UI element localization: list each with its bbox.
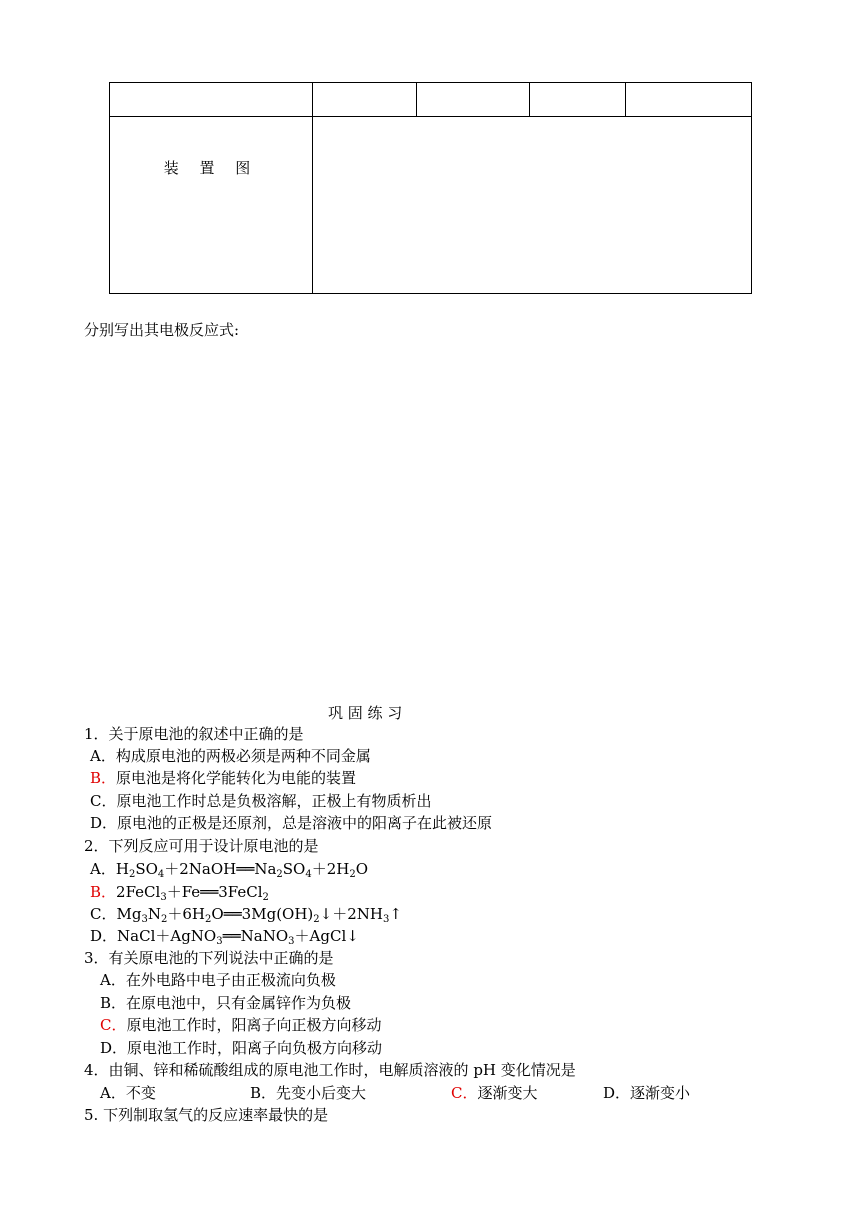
formula-part: ＋AgCl↓ xyxy=(294,927,359,945)
question-3-option-c xyxy=(100,1015,382,1035)
formula-part: ══NaNO xyxy=(222,927,289,945)
formula-subscript: 2 xyxy=(160,914,168,925)
formula-subscript: 2 xyxy=(276,869,283,880)
option-letter: C． xyxy=(90,905,117,923)
formula-part: ↓＋2NH xyxy=(319,905,383,923)
question-1-option-c xyxy=(90,791,432,811)
question-1-option-d xyxy=(90,813,492,833)
question-4-stem: 4．由铜、锌和稀硫酸组成的原电池工作时，电解质溶液的 pH 变化情况是 xyxy=(84,1061,576,1079)
question-2-option-c xyxy=(90,904,402,924)
formula-subscript: 4 xyxy=(157,869,165,880)
option-text: 在外电路中电子由正极流向负极 xyxy=(125,971,336,989)
question-4-option-d xyxy=(603,1083,690,1103)
option-text: 原电池工作时总是负极溶解，正极上有物质析出 xyxy=(116,792,432,810)
question-2-option-d xyxy=(90,926,359,946)
formula-part: ＋Fe══3FeCl xyxy=(166,883,263,901)
formula-part: O══3Mg(OH) xyxy=(211,905,314,923)
answer-letter: B． xyxy=(90,769,117,787)
question-1-option-a xyxy=(90,746,371,766)
table-cell xyxy=(417,83,530,117)
formula-subscript: 3 xyxy=(141,914,148,925)
table-cell xyxy=(110,83,313,117)
option-letter: B． xyxy=(250,1084,277,1102)
question-3-stem: 3．有关原电池的下列说法中正确的是 xyxy=(84,949,334,967)
answer-letter: C． xyxy=(100,1016,127,1034)
question-4-option-a xyxy=(100,1083,156,1103)
formula-subscript: 2 xyxy=(349,869,356,880)
formula-part: NaCl＋AgNO xyxy=(117,927,217,945)
option-text: 逐渐变大 xyxy=(477,1084,538,1102)
table-cell xyxy=(313,83,417,117)
question-1-stem: 1．关于原电池的叙述中正确的是 xyxy=(84,725,304,743)
formula-subscript: 2 xyxy=(262,892,269,903)
device-diagram-area xyxy=(313,117,752,294)
formula-subscript: 4 xyxy=(305,869,312,880)
option-text: 原电池工作时，阳离子向负极方向移动 xyxy=(127,1039,383,1057)
formula-part: ＋2H xyxy=(311,860,350,878)
formula-part: N xyxy=(147,905,161,923)
formula-part: Mg xyxy=(116,905,142,923)
formula-part: SO xyxy=(135,860,158,878)
option-letter: D． xyxy=(100,1039,128,1057)
question-5-stem: 5. 下列制取氢气的反应速率最快的是 xyxy=(84,1106,329,1124)
section-title: 巩 固 练 习 xyxy=(328,704,403,722)
formula-part: H xyxy=(115,860,129,878)
formula-subscript: 3 xyxy=(160,892,167,903)
option-letter: D． xyxy=(90,927,118,945)
answer-letter: C． xyxy=(451,1084,478,1102)
option-letter: A． xyxy=(100,971,126,989)
question-2-option-a xyxy=(90,859,368,879)
option-text: 构成原电池的两极必须是两种不同金属 xyxy=(115,747,371,765)
question-4-option-b xyxy=(250,1083,366,1103)
question-3-option-a xyxy=(100,970,336,990)
table-cell xyxy=(626,83,752,117)
formula-subscript: 2 xyxy=(128,869,136,880)
option-text: 原电池的正极是还原剂，总是溶液中的阳离子在此被还原 xyxy=(117,814,493,832)
option-letter: A． xyxy=(90,860,116,878)
question-4-option-c xyxy=(451,1083,538,1103)
formula-subscript: 2 xyxy=(313,914,320,925)
option-letter: C． xyxy=(90,792,117,810)
question-3-option-b xyxy=(100,993,351,1013)
question-2-option-b xyxy=(90,882,269,902)
question-3-option-d xyxy=(100,1038,382,1058)
formula-subscript: 3 xyxy=(382,914,390,925)
option-text: 在原电池中，只有金属锌作为负极 xyxy=(126,994,352,1012)
option-letter: A． xyxy=(100,1084,126,1102)
table-cell xyxy=(530,83,626,117)
formula-part: 2FeCl xyxy=(116,883,161,901)
formula-subscript: 3 xyxy=(288,936,295,947)
formula-subscript: 2 xyxy=(204,914,212,925)
option-letter: A． xyxy=(90,747,116,765)
question-2-stem: 2．下列反应可用于设计原电池的是 xyxy=(84,837,319,855)
option-text: 不变 xyxy=(125,1084,156,1102)
formula-subscript: 3 xyxy=(216,936,223,947)
option-text: 先变小后变大 xyxy=(276,1084,367,1102)
electrode-instruction: 分别写出其电极反应式: xyxy=(84,321,240,339)
option-text: 逐渐变小 xyxy=(630,1084,691,1102)
question-1-option-b xyxy=(90,768,356,788)
device-table xyxy=(109,82,752,294)
option-text: 原电池工作时，阳离子向正极方向移动 xyxy=(126,1016,382,1034)
formula-part: ↑ xyxy=(389,905,402,923)
option-letter: D． xyxy=(603,1084,631,1102)
device-diagram-label: 装 置 图 xyxy=(110,117,313,294)
formula-part: O xyxy=(355,860,369,878)
answer-letter: B． xyxy=(90,883,117,901)
formula-part: ＋6H xyxy=(167,905,205,923)
option-letter: D． xyxy=(90,814,118,832)
formula-part: SO xyxy=(282,860,306,878)
formula-part: ＋2NaOH══Na xyxy=(164,860,277,878)
option-letter: B． xyxy=(100,994,127,1012)
option-text: 原电池是将化学能转化为电能的装置 xyxy=(116,769,357,787)
